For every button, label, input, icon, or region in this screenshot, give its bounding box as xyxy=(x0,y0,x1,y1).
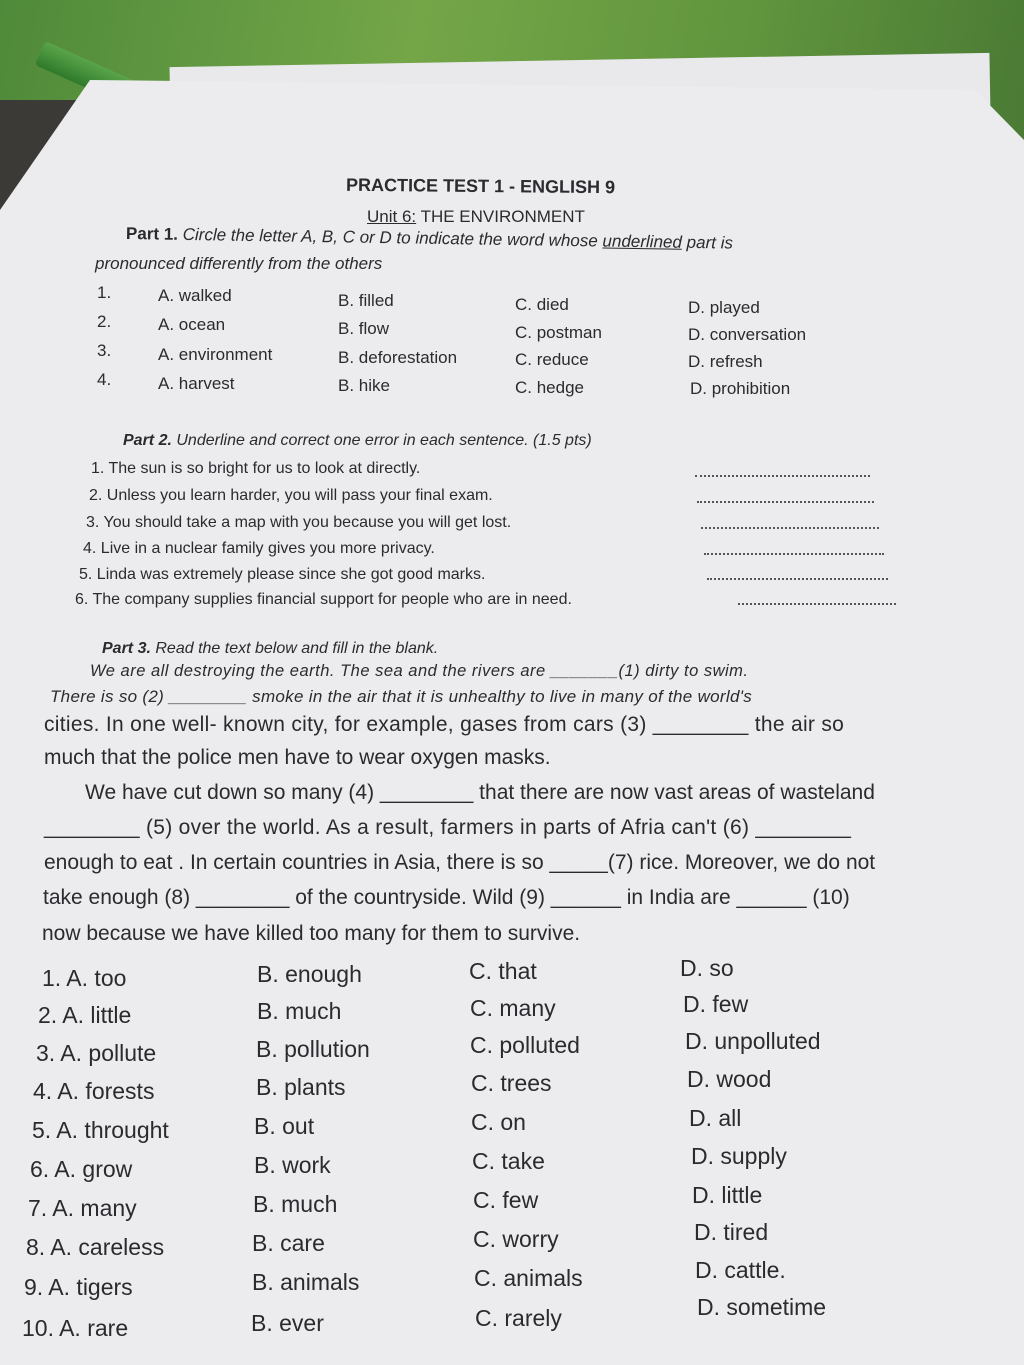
option-9-c: C. animals xyxy=(474,1265,583,1291)
option-2-a: 2. A. little xyxy=(38,1002,132,1028)
part1-q2-a: A. ocean xyxy=(158,315,226,334)
option-8-c: C. worry xyxy=(473,1226,559,1252)
unit-heading xyxy=(367,207,585,227)
option-2-b: B. much xyxy=(257,998,342,1024)
worksheet-title: PRACTICE TEST 1 - ENGLISH 9 xyxy=(345,174,616,198)
option-6-b: B. work xyxy=(254,1152,331,1178)
answer-line-6 xyxy=(738,603,896,605)
part2-sentence-3: 3. You should take a map with you because you will get lost. xyxy=(86,514,512,531)
option-5-d: D. all xyxy=(689,1105,742,1131)
part2-instruction-text: Underline and correct one error in each sentence. (1.5 pts) xyxy=(176,432,592,449)
part1-q3-c: C. reduce xyxy=(515,350,589,369)
part1-q3-b: B. deforestation xyxy=(338,348,458,367)
option-6-c: C. take xyxy=(472,1148,545,1174)
answer-line-4 xyxy=(704,553,884,555)
passage-line-9: now because we have killed too many for them to survive. xyxy=(42,922,581,945)
unit-name: THE ENVIRONMENT xyxy=(420,207,585,226)
part1-q3-a: A. environment xyxy=(158,345,273,364)
passage-line-6: ________ (5) over the world. As a result, farmers in parts of Afria can't (6) ________ xyxy=(44,816,852,839)
part1-q1-a: A. walked xyxy=(158,286,232,305)
part2-sentence-6: 6. The company supplies financial support for people who are in need. xyxy=(75,591,572,608)
part1-instruction-b: part is xyxy=(686,232,734,253)
option-1-d: D. so xyxy=(680,955,734,981)
option-4-d: D. wood xyxy=(687,1066,772,1092)
part1-heading: Part 1. xyxy=(125,224,179,244)
passage-line-5: We have cut down so many (4) ________ that there are now vast areas of wasteland xyxy=(85,781,875,804)
answer-line-1 xyxy=(695,475,870,477)
option-1-a: 1. A. too xyxy=(42,965,127,991)
option-10-c: C. rarely xyxy=(475,1305,562,1331)
passage-line-8: take enough (8) ________ of the countryside. Wild (9) ______ in India are ______ (10) xyxy=(43,886,850,909)
part3-instruction-text: Read the text below and fill in the blank. xyxy=(155,640,439,657)
part2-sentence-4: 4. Live in a nuclear family gives you more privacy. xyxy=(83,540,435,557)
passage-line-4: much that the police men have to wear oxygen masks. xyxy=(44,746,551,769)
option-6-d: D. supply xyxy=(691,1143,787,1169)
part1-q4-d: D. prohibition xyxy=(690,379,791,398)
passage-line-2: There is so (2) ________ smoke in the air that it is unhealthy to live in many of the world's xyxy=(50,687,753,706)
option-3-d: D. unpolluted xyxy=(685,1028,821,1054)
part2-sentence-1: 1. The sun is so bright for us to look at directly. xyxy=(91,460,421,477)
part1-q4-c: C. hedge xyxy=(515,378,584,397)
option-8-d: D. tired xyxy=(694,1219,769,1245)
passage-line-7: enough to eat . In certain countries in Asia, there is so _____(7) rice. Moreover, we do not xyxy=(44,851,876,874)
unit-label: Unit 6: xyxy=(367,207,417,226)
part1-q1-num: 1. xyxy=(97,283,112,302)
option-3-b: B. pollution xyxy=(256,1036,370,1062)
option-8-a: 8. A. careless xyxy=(26,1234,165,1260)
part2-sentence-2: 2. Unless you learn harder, you will pass your final exam. xyxy=(89,487,493,504)
passage-line-3: cities. In one well- known city, for example, gases from cars (3) ________ the air so xyxy=(44,713,845,736)
part1-q1-c: C. died xyxy=(515,295,569,314)
option-9-d: D. cattle. xyxy=(695,1257,786,1283)
part3-heading: Part 3. xyxy=(102,640,151,657)
option-7-b: B. much xyxy=(253,1191,338,1217)
option-10-d: D. sometime xyxy=(697,1294,827,1320)
option-4-a: 4. A. forests xyxy=(33,1078,155,1104)
part1-q2-b: B. flow xyxy=(338,319,390,338)
part1-q2-c: C. postman xyxy=(515,323,602,342)
option-5-b: B. out xyxy=(254,1113,315,1139)
option-10-b: B. ever xyxy=(251,1310,324,1336)
part1-instruction-c: pronounced differently from the others xyxy=(95,254,383,273)
part1-q1-b: B. filled xyxy=(338,291,394,310)
option-2-c: C. many xyxy=(470,995,556,1021)
part3-instruction xyxy=(102,640,438,658)
part2-heading: Part 2. xyxy=(123,432,172,449)
part1-q4-b: B. hike xyxy=(338,376,390,395)
option-9-a: 9. A. tigers xyxy=(24,1274,133,1300)
part1-instruction-a: Circle the letter A, B, C or D to indicate the word whose xyxy=(182,224,598,251)
answer-line-3 xyxy=(701,527,879,529)
part1-q3-num: 3. xyxy=(97,341,112,360)
option-2-d: D. few xyxy=(683,991,749,1017)
option-5-a: 5. A. throught xyxy=(32,1117,169,1143)
part1-q4-a: A. harvest xyxy=(158,374,235,393)
part1-q3-d: D. refresh xyxy=(688,352,763,371)
option-3-c: C. polluted xyxy=(470,1032,580,1058)
option-10-a: 10. A. rare xyxy=(22,1315,129,1341)
part1-q4-num: 4. xyxy=(97,370,112,389)
option-3-a: 3. A. pollute xyxy=(36,1040,157,1066)
option-1-b: B. enough xyxy=(257,961,362,987)
option-9-b: B. animals xyxy=(252,1269,360,1295)
option-7-d: D. little xyxy=(692,1182,763,1208)
option-7-c: C. few xyxy=(473,1187,539,1213)
option-4-b: B. plants xyxy=(256,1074,346,1100)
option-5-c: C. on xyxy=(471,1109,526,1135)
part1-q2-num: 2. xyxy=(97,312,112,331)
part1-q1-d: D. played xyxy=(688,298,760,317)
answer-line-5 xyxy=(707,578,888,580)
passage-line-1: We are all destroying the earth. The sea and the rivers are _______(1) dirty to swim. xyxy=(90,662,749,680)
part2-instruction xyxy=(123,432,592,450)
part1-instruction-underlined: underlined xyxy=(602,231,683,252)
option-7-a: 7. A. many xyxy=(28,1195,137,1221)
option-1-c: C. that xyxy=(469,958,537,984)
answer-line-2 xyxy=(697,501,874,503)
option-8-b: B. care xyxy=(252,1230,325,1256)
option-4-c: C. trees xyxy=(471,1070,552,1096)
part1-q2-d: D. conversation xyxy=(688,325,807,344)
part2-sentence-5: 5. Linda was extremely please since she got good marks. xyxy=(79,566,486,583)
option-6-a: 6. A. grow xyxy=(30,1156,133,1182)
